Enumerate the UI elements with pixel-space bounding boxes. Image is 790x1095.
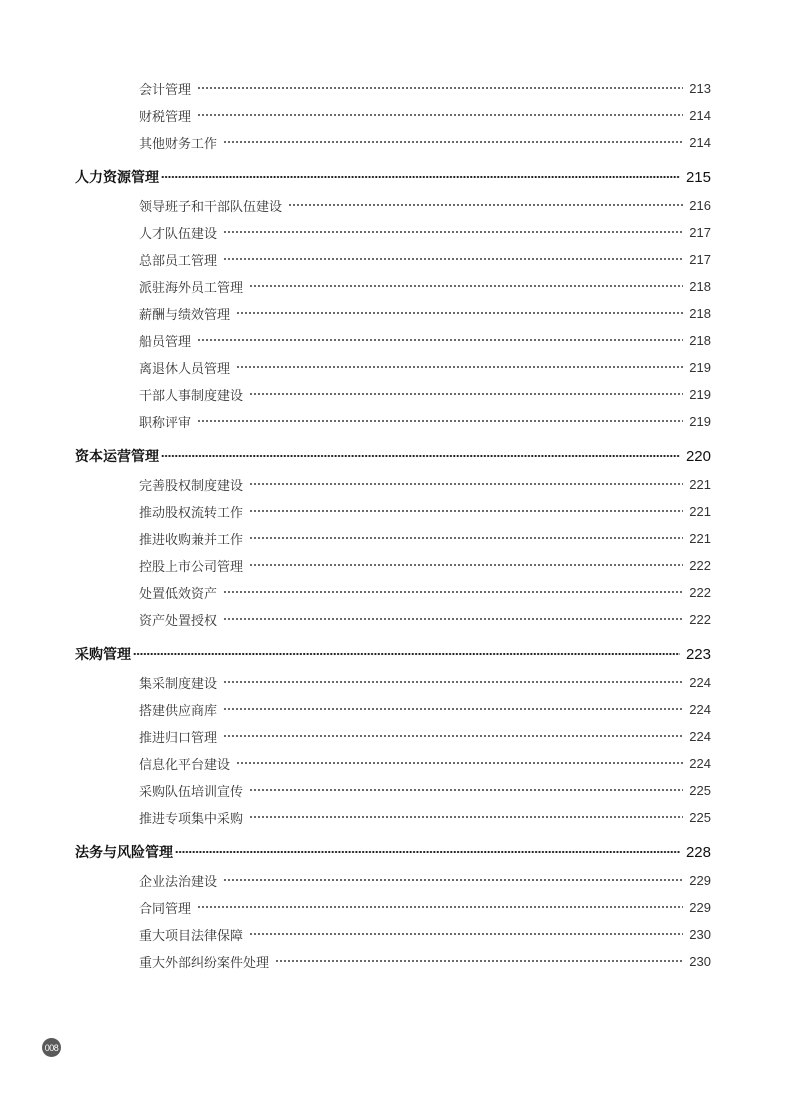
- toc-entry-title: 离退休人员管理: [139, 361, 231, 377]
- toc-entry: [139, 383, 711, 405]
- toc-entry-page: 219: [689, 386, 711, 402]
- toc-entry-title: 合同管理: [139, 901, 192, 917]
- dot-leader: [249, 537, 683, 539]
- toc-entry: [139, 410, 711, 432]
- toc-entry: [139, 581, 711, 603]
- toc-entry: [139, 608, 711, 630]
- toc-entry: [139, 671, 711, 693]
- dot-leader: [223, 141, 683, 143]
- toc-entry-title: 采购队伍培训宣传: [139, 784, 244, 800]
- toc-entry-title: 总部员工管理: [139, 253, 218, 269]
- dot-leader: [223, 258, 683, 260]
- toc-entry: [139, 923, 711, 945]
- toc-entry: [139, 725, 711, 747]
- toc-entry-title: 完善股权制度建设: [139, 478, 244, 494]
- toc-entry: [139, 221, 711, 243]
- dot-leader: [249, 789, 683, 791]
- toc-entry-page: 221: [689, 530, 711, 546]
- toc-entry-page: 229: [689, 872, 711, 888]
- toc-entry-page: 214: [689, 107, 711, 123]
- toc-entry: [139, 194, 711, 216]
- toc-entry-title: 人力资源管理: [75, 170, 159, 186]
- toc-entry-page: 217: [689, 224, 711, 240]
- toc-entry-page: 224: [689, 728, 711, 744]
- toc-entry-page: 221: [689, 476, 711, 492]
- dot-leader: [236, 762, 683, 764]
- toc-entry-page: 225: [689, 809, 711, 825]
- dot-leader: [161, 176, 680, 178]
- toc-entry-page: 225: [689, 782, 711, 798]
- toc-entry-title: 推进专项集中采购: [139, 811, 244, 827]
- toc-entry-page: 221: [689, 503, 711, 519]
- dot-leader: [223, 591, 683, 593]
- toc-entry: [139, 779, 711, 801]
- toc-entry-title: 重大项目法律保障: [139, 928, 244, 944]
- toc-entry-page: 218: [689, 332, 711, 348]
- toc-entry-page: 224: [689, 674, 711, 690]
- toc-entry-title: 控股上市公司管理: [139, 559, 244, 575]
- toc-entry: [139, 950, 711, 972]
- toc-entry-page: 230: [689, 926, 711, 942]
- toc-entry-page: 224: [689, 701, 711, 717]
- dot-leader: [197, 906, 683, 908]
- dot-leader: [288, 204, 683, 206]
- toc-entry: [139, 302, 711, 324]
- dot-leader: [133, 653, 680, 655]
- toc-entry-page: 222: [689, 584, 711, 600]
- toc-entry-page: 217: [689, 251, 711, 267]
- toc-entry-page: 222: [689, 611, 711, 627]
- dot-leader: [223, 681, 683, 683]
- toc-entry-title: 薪酬与绩效管理: [139, 307, 231, 323]
- toc-entry-title: 会计管理: [139, 82, 192, 98]
- toc-entry-title: 集采制度建设: [139, 676, 218, 692]
- toc-entry: [139, 752, 711, 774]
- toc-entry: [139, 698, 711, 720]
- dot-leader: [223, 708, 683, 710]
- toc-entry-page: 229: [689, 899, 711, 915]
- toc-entry-page: 215: [685, 168, 711, 186]
- toc-entry: [139, 131, 711, 153]
- page-number-badge: 008: [42, 1038, 61, 1057]
- toc-entry: [139, 104, 711, 126]
- toc-entry-page: 223: [685, 645, 711, 663]
- toc-entry-title: 其他财务工作: [139, 136, 218, 152]
- toc-entry-page: 216: [689, 197, 711, 213]
- toc-entry-title: 领导班子和干部队伍建设: [139, 199, 283, 215]
- toc-entry: [139, 275, 711, 297]
- dot-leader: [275, 960, 683, 962]
- toc-entry-title: 推进收购兼并工作: [139, 532, 244, 548]
- toc-entry: [139, 527, 711, 549]
- toc-entry: [139, 356, 711, 378]
- dot-leader: [197, 114, 683, 116]
- toc-entry-title: 处置低效资产: [139, 586, 218, 602]
- toc-entry-title: 采购管理: [75, 647, 131, 663]
- toc-entry-page: 218: [689, 278, 711, 294]
- dot-leader: [197, 339, 683, 341]
- dot-leader: [223, 735, 683, 737]
- toc-entry: [139, 77, 711, 99]
- dot-leader: [223, 231, 683, 233]
- dot-leader: [197, 420, 683, 422]
- toc-entry-page: 224: [689, 755, 711, 771]
- toc-entry: [139, 806, 711, 828]
- toc-section-entry: [75, 166, 711, 188]
- toc-entry-page: 228: [685, 843, 711, 861]
- toc-entry-page: 214: [689, 134, 711, 150]
- toc-entry-title: 法务与风险管理: [75, 845, 173, 861]
- toc-entry-title: 推进归口管理: [139, 730, 218, 746]
- toc-entry-page: 230: [689, 953, 711, 969]
- toc-entry: [139, 554, 711, 576]
- dot-leader: [223, 879, 683, 881]
- dot-leader: [249, 483, 683, 485]
- toc-entry-title: 职称评审: [139, 415, 192, 431]
- dot-leader: [249, 564, 683, 566]
- dot-leader: [249, 933, 683, 935]
- toc-entry-page: 213: [689, 80, 711, 96]
- dot-leader: [197, 87, 683, 89]
- toc-entry-title: 干部人事制度建设: [139, 388, 244, 404]
- toc-entry-title: 人才队伍建设: [139, 226, 218, 242]
- dot-leader: [249, 510, 683, 512]
- toc-entry-title: 搭建供应商库: [139, 703, 218, 719]
- toc-entry-title: 船员管理: [139, 334, 192, 350]
- toc-section-entry: [75, 841, 711, 863]
- dot-leader: [236, 312, 683, 314]
- toc-entry-page: 219: [689, 413, 711, 429]
- toc-entry-title: 资本运营管理: [75, 449, 159, 465]
- toc-entry: [139, 248, 711, 270]
- toc-entry: [139, 500, 711, 522]
- toc-entry: [139, 329, 711, 351]
- toc-entry-page: 219: [689, 359, 711, 375]
- dot-leader: [249, 816, 683, 818]
- dot-leader: [249, 393, 683, 395]
- dot-leader: [161, 455, 680, 457]
- toc-entry: [139, 869, 711, 891]
- toc-entry-page: 220: [685, 447, 711, 465]
- toc-entry-title: 重大外部纠纷案件处理: [139, 955, 270, 971]
- toc-section-entry: [75, 445, 711, 467]
- toc-entry-page: 222: [689, 557, 711, 573]
- dot-leader: [236, 366, 683, 368]
- toc-entry-title: 财税管理: [139, 109, 192, 125]
- toc-entry-title: 派驻海外员工管理: [139, 280, 244, 296]
- dot-leader: [249, 285, 683, 287]
- toc-entry-title: 信息化平台建设: [139, 757, 231, 773]
- dot-leader: [223, 618, 683, 620]
- dot-leader: [175, 851, 680, 853]
- toc-section-entry: [75, 643, 711, 665]
- toc-entry-title: 推动股权流转工作: [139, 505, 244, 521]
- toc-entry-page: 218: [689, 305, 711, 321]
- toc-entry-title: 资产处置授权: [139, 613, 218, 629]
- toc-entry: [139, 473, 711, 495]
- toc-entry: [139, 896, 711, 918]
- toc-entry-title: 企业法治建设: [139, 874, 218, 890]
